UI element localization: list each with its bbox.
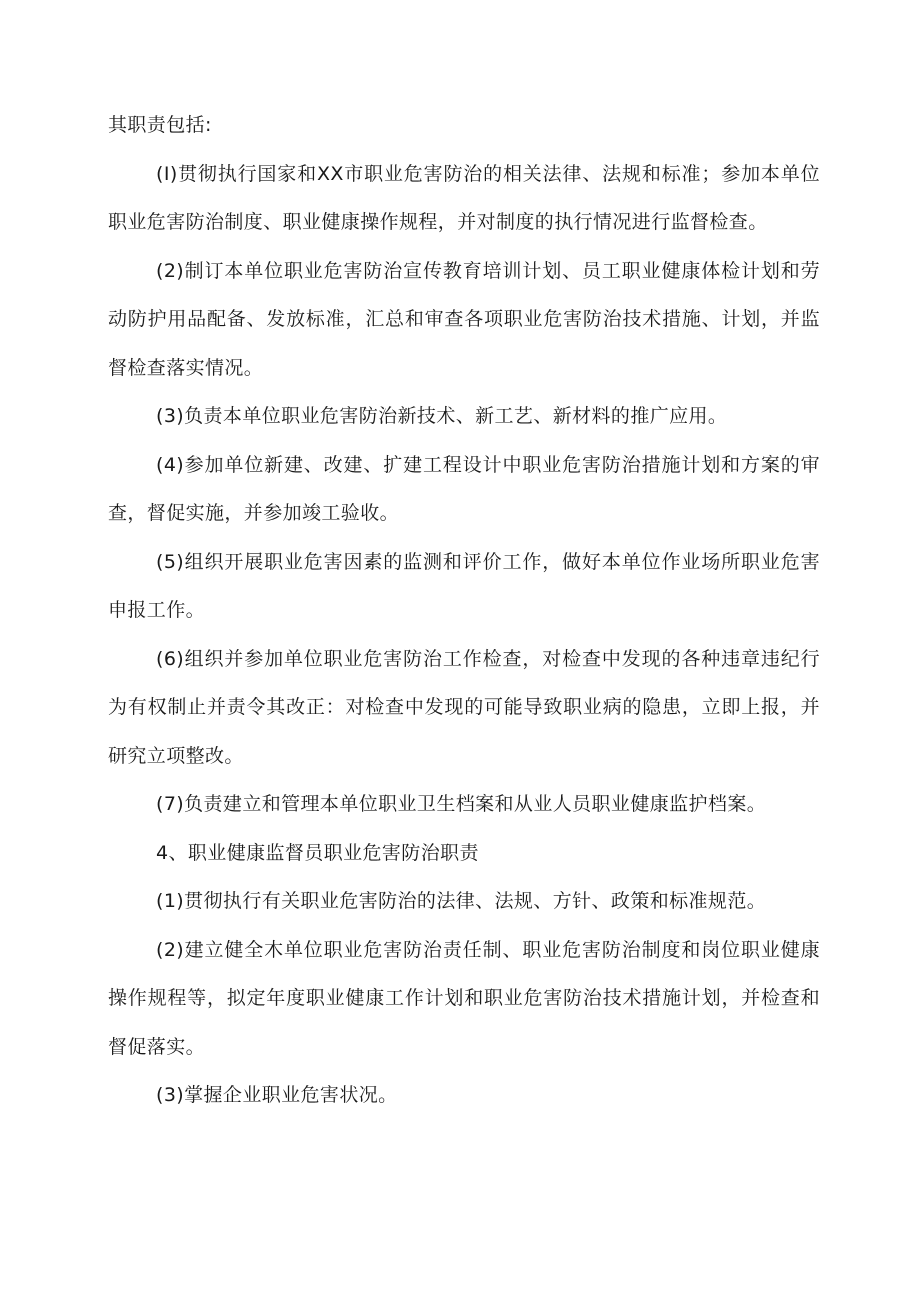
- supervisor-item-3: (3)掌握企业职业危害状况。: [156, 1084, 398, 1106]
- duty-item-6: (6)组织并参加单位职业危害防治工作检查，对检查中发现的各种违章违纪行为有权制止并责令其改正：对检查中发现的可能导致职业病的隐患，立即上报，并研究立项整改。: [108, 647, 820, 767]
- intro-line: 其职责包括:: [108, 114, 212, 136]
- supervisor-item-1: (1)贯彻执行有关职业危害防治的法律、法规、方针、政策和标准规范。: [156, 890, 767, 912]
- supervisor-item-2: (2)建立健全木单位职业危害防治责任制、职业危害防治制度和岗位职业健康操作规程等，拟定年度职业健康工作计划和职业危害防治技术措施计划，并检查和督促落实。: [108, 938, 820, 1058]
- duty-item-3: (3)负责本单位职业危害防治新技术、新工艺、新材料的推广应用。: [156, 405, 728, 427]
- document-body: [108, 101, 820, 1120]
- duty-item-1: (I)贯彻执行国家和XX市职业危害防治的相关法律、法规和标准；参加本单位职业危害防治制度、职业健康操作规程，并对制度的执行情况进行监督检查。: [108, 162, 820, 233]
- duty-item-5: (5)组织开展职业危害因素的监测和评价工作，做好本单位作业场所职业危害申报工作。: [108, 550, 820, 621]
- duty-item-7: (7)负责建立和管理本单位职业卫生档案和从业人员职业健康监护档案。: [156, 793, 767, 815]
- duty-item-2: (2)制订本单位职业危害防治宣传教育培训计划、员工职业健康体检计划和劳动防护用品配备、发放标准，汇总和审查各项职业危害防治技术措施、计划，并监督检查落实情况。: [108, 259, 820, 379]
- duty-item-4: (4)参加单位新建、改建、扩建工程设计中职业危害防治措施计划和方案的审查，督促实施，并参加竣工验收。: [108, 453, 820, 524]
- section-heading: 4、职业健康监督员职业危害防治职责: [156, 841, 479, 864]
